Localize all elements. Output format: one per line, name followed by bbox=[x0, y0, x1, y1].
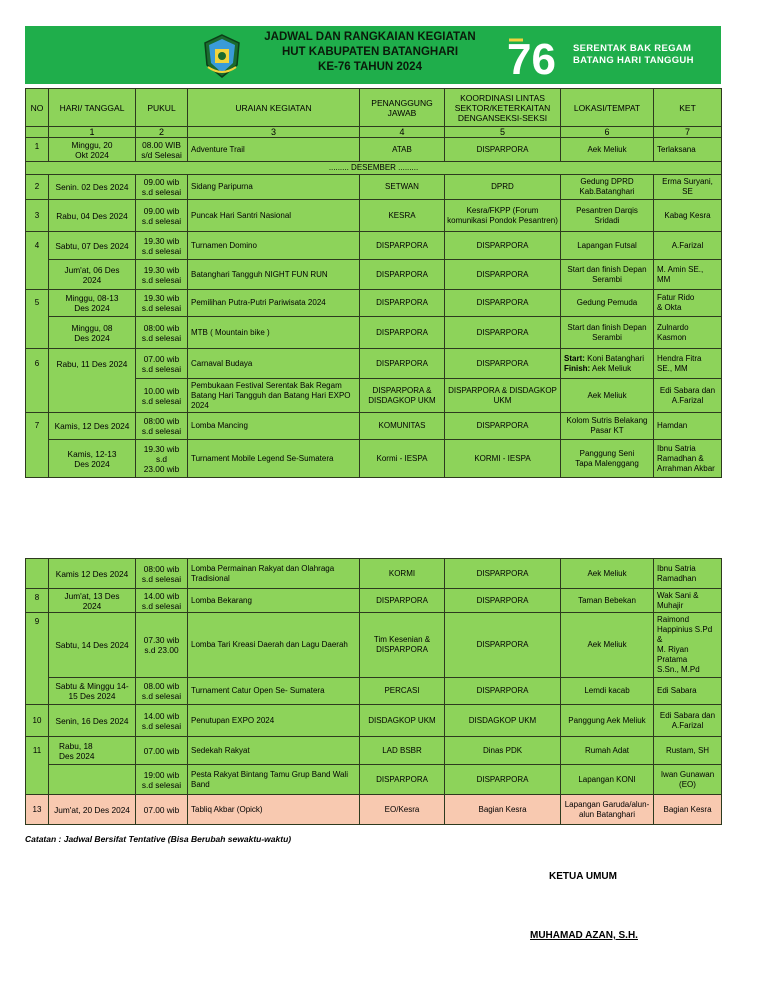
cell-pukul: 14.00 wib s.d selesai bbox=[136, 705, 188, 737]
cell-koordinasi: DISPARPORA bbox=[445, 589, 561, 613]
cell-no: 11 bbox=[26, 737, 49, 765]
anniversary-76-logo bbox=[505, 34, 565, 78]
table-row bbox=[26, 589, 722, 613]
cell-pukul: 07.00 wib bbox=[136, 737, 188, 765]
cell-ket: Erma Suryani, SE bbox=[654, 175, 722, 200]
cell-uraian: MTB ( Mountain bike ) bbox=[188, 317, 360, 349]
cell-hari: Rabu, 11 Des 2024 bbox=[49, 349, 136, 379]
cell-koordinasi: Bagian Kesra bbox=[445, 795, 561, 825]
column-number: 3 bbox=[188, 127, 360, 138]
tagline-line-1: SERENTAK BAK REGAM bbox=[573, 43, 692, 54]
cell-koordinasi: DISPARPORA bbox=[445, 317, 561, 349]
cell-ket: Hamdan bbox=[654, 413, 722, 440]
finish-location: Aek Meliuk bbox=[590, 363, 632, 373]
cell-koordinasi: DISPARPORA & DISDAGKOP UKM bbox=[445, 379, 561, 413]
cell-pukul: 10.00 wib s.d selesai bbox=[136, 379, 188, 413]
document-title bbox=[255, 30, 485, 75]
column-number: 4 bbox=[360, 127, 445, 138]
cell-uraian: Lomba Mancing bbox=[188, 413, 360, 440]
title-line-2: HUT KABUPATEN BATANGHARI bbox=[281, 46, 459, 58]
column-number: 2 bbox=[136, 127, 188, 138]
cell-pj: ATAB bbox=[360, 138, 445, 162]
cell-lokasi: Lapangan KONI bbox=[561, 765, 654, 795]
cell-pukul: 09.00 wib s.d selesai bbox=[136, 175, 188, 200]
table-row bbox=[26, 440, 722, 478]
cell-pj: DISPARPORA bbox=[360, 765, 445, 795]
cell-ket: Fatur Rido & Okta bbox=[654, 290, 722, 317]
cell-pj: KESRA bbox=[360, 200, 445, 232]
cell-no: 10 bbox=[26, 705, 49, 737]
cell-lokasi: Start dan finish Depan Serambi bbox=[561, 260, 654, 290]
cell-pukul: 08:00 wib s.d selesai bbox=[136, 559, 188, 589]
cell-lokasi: Pesantren Darqis Sridadi bbox=[561, 200, 654, 232]
schedule-table-part-1 bbox=[25, 88, 722, 478]
table-row bbox=[26, 290, 722, 317]
cell-no: 4 bbox=[26, 232, 49, 260]
cell-ket: Iwan Gunawan (EO) bbox=[654, 765, 722, 795]
cell-hari: Senin, 16 Des 2024 bbox=[49, 705, 136, 737]
cell-hari: Minggu, 08 Des 2024 bbox=[49, 317, 136, 349]
cell-hari: Rabu, 04 Des 2024 bbox=[49, 200, 136, 232]
column-number bbox=[26, 127, 49, 138]
table-row bbox=[26, 559, 722, 589]
cell-pj: SETWAN bbox=[360, 175, 445, 200]
column-number-row bbox=[26, 127, 722, 138]
cell-uraian: Lomba Tari Kreasi Daerah dan Lagu Daerah bbox=[188, 613, 360, 678]
cell-ket: Rustam, SH bbox=[654, 737, 722, 765]
cell-pukul: 08:00 wib s.d selesai bbox=[136, 413, 188, 440]
cell-pukul: 19.30 wib s.d selesai bbox=[136, 260, 188, 290]
finish-label: Finish: bbox=[564, 363, 591, 373]
cell-lokasi: Aek Meliuk bbox=[561, 613, 654, 678]
cell-uraian: Pembukaan Festival Serentak Bak Regam Batang Hari Tangguh dan Batang Hari EXPO 2024 bbox=[188, 379, 360, 413]
cell-uraian: Carnaval Budaya bbox=[188, 349, 360, 379]
cell-pukul: 08.00 wib s.d selesai bbox=[136, 678, 188, 705]
tagline bbox=[573, 43, 694, 67]
cell-hari: Minggu, 08-13 Des 2024 bbox=[49, 290, 136, 317]
cell-pukul: 19:00 wib s.d selesai bbox=[136, 765, 188, 795]
cell-hari: Kamis 12 Des 2024 bbox=[49, 559, 136, 589]
col-header-hari: HARI/ TANGGAL bbox=[49, 89, 136, 127]
cell-lokasi: Panggung Seni Tapa Malenggang bbox=[561, 440, 654, 478]
cell-lokasi: Aek Meliuk bbox=[561, 138, 654, 162]
cell-hari: Sabtu, 07 Des 2024 bbox=[49, 232, 136, 260]
col-header-koordinasi: KOORDINASI LINTAS SEKTOR/KETERKAITAN DENGANSEKSI-SEKSI bbox=[445, 89, 561, 127]
header-banner bbox=[25, 26, 721, 84]
cell-lokasi: Panggung Aek Meliuk bbox=[561, 705, 654, 737]
cell-no: 7 bbox=[26, 413, 49, 440]
cell-pukul: 07.00 wib bbox=[136, 795, 188, 825]
table-row bbox=[26, 138, 722, 162]
title-line-3: KE-76 TAHUN 2024 bbox=[318, 61, 422, 73]
cell-uraian: Puncak Hari Santri Nasional bbox=[188, 200, 360, 232]
cell-hari: Sabtu & Minggu 14- 15 Des 2024 bbox=[49, 678, 136, 705]
cell-lokasi: Gedung DPRD Kab.Batanghari bbox=[561, 175, 654, 200]
cell-hari: Kamis, 12 Des 2024 bbox=[49, 413, 136, 440]
table-row bbox=[26, 349, 722, 379]
cell-koordinasi: DISPARPORA bbox=[445, 138, 561, 162]
cell-no bbox=[26, 260, 49, 290]
cell-uraian: Turnament Catur Open Se- Sumatera bbox=[188, 678, 360, 705]
cell-ket: Raimond Happinius S.Pd & M. Riyan Pratama S.Sn., M.Pd bbox=[654, 613, 722, 678]
cell-ket: Ibnu Satria Ramadhan bbox=[654, 559, 722, 589]
table-row-highlighted bbox=[26, 795, 722, 825]
cell-koordinasi: DISDAGKOP UKM bbox=[445, 705, 561, 737]
table-row bbox=[26, 317, 722, 349]
col-header-lokasi: LOKASI/TEMPAT bbox=[561, 89, 654, 127]
cell-uraian: Turnament Mobile Legend Se-Sumatera bbox=[188, 440, 360, 478]
cell-lokasi: Aek Meliuk bbox=[561, 379, 654, 413]
cell-uraian: Adventure Trail bbox=[188, 138, 360, 162]
cell-ket: Edi Sabara dan A.Farizal bbox=[654, 379, 722, 413]
cell-lokasi: Aek Meliuk bbox=[561, 559, 654, 589]
cell-uraian: Sidang Paripurna bbox=[188, 175, 360, 200]
cell-pj: Tim Kesenian & DISPARPORA bbox=[360, 613, 445, 678]
cell-lokasi: Kolom Sutris Belakang Pasar KT bbox=[561, 413, 654, 440]
cell-pukul: 19.30 wib s.d 23.00 wib bbox=[136, 440, 188, 478]
table-row bbox=[26, 413, 722, 440]
cell-lokasi: Start dan finish Depan Serambi bbox=[561, 317, 654, 349]
cell-pukul: 19.30 wib s.d selesai bbox=[136, 232, 188, 260]
cell-pukul: 09.00 wib s.d selesai bbox=[136, 200, 188, 232]
cell-pj: KORMI bbox=[360, 559, 445, 589]
cell-koordinasi: DISPARPORA bbox=[445, 559, 561, 589]
cell-koordinasi: Dinas PDK bbox=[445, 737, 561, 765]
cell-hari: Sabtu, 14 Des 2024 bbox=[49, 613, 136, 678]
cell-lokasi: Gedung Pemuda bbox=[561, 290, 654, 317]
table-row bbox=[26, 737, 722, 765]
cell-pukul: 19.30 wib s.d selesai bbox=[136, 290, 188, 317]
cell-koordinasi: DISPARPORA bbox=[445, 413, 561, 440]
cell-hari bbox=[49, 379, 136, 413]
cell-ket: Terlaksana bbox=[654, 138, 722, 162]
cell-pukul: 08.00 WIB s/d Selesai bbox=[136, 138, 188, 162]
col-header-pukul: PUKUL bbox=[136, 89, 188, 127]
cell-koordinasi: Kesra/FKPP (Forum komunikasi Pondok Pesantren) bbox=[445, 200, 561, 232]
table-row bbox=[26, 678, 722, 705]
cell-uraian: Pemilihan Putra-Putri Pariwisata 2024 bbox=[188, 290, 360, 317]
regency-emblem-logo bbox=[202, 33, 242, 79]
cell-pukul: 07.00 wib s.d selesai bbox=[136, 349, 188, 379]
cell-hari: Minggu, 20 Okt 2024 bbox=[49, 138, 136, 162]
cell-pj: PERCASI bbox=[360, 678, 445, 705]
cell-koordinasi: DISPARPORA bbox=[445, 613, 561, 678]
start-label: Start: bbox=[564, 353, 585, 363]
column-number: 6 bbox=[561, 127, 654, 138]
footnote-catatan: Catatan : Jadwal Bersifat Tentative (Bisa Berubah sewaktu-waktu) bbox=[25, 834, 292, 844]
table-row bbox=[26, 232, 722, 260]
cell-ket: Ibnu Satria Ramadhan & Arrahman Akbar bbox=[654, 440, 722, 478]
cell-lokasi: Taman Bebekan bbox=[561, 589, 654, 613]
cell-pj: DISPARPORA bbox=[360, 589, 445, 613]
cell-uraian: Turnamen Domino bbox=[188, 232, 360, 260]
cell-pj: LAD BSBR bbox=[360, 737, 445, 765]
cell-koordinasi: DPRD bbox=[445, 175, 561, 200]
cell-pj: DISPARPORA & DISDAGKOP UKM bbox=[360, 379, 445, 413]
cell-no bbox=[26, 379, 49, 413]
table-row bbox=[26, 260, 722, 290]
table-row bbox=[26, 379, 722, 413]
cell-lokasi bbox=[561, 349, 654, 379]
schedule-table-part-2 bbox=[25, 558, 722, 825]
cell-koordinasi: KORMI - IESPA bbox=[445, 440, 561, 478]
cell-ket: Wak Sani & Muhajir bbox=[654, 589, 722, 613]
col-header-uraian: URAIAN KEGIATAN bbox=[188, 89, 360, 127]
cell-pj: DISPARPORA bbox=[360, 349, 445, 379]
cell-koordinasi: DISPARPORA bbox=[445, 349, 561, 379]
title-line-1: JADWAL DAN RANGKAIAN KEGIATAN bbox=[264, 31, 476, 43]
cell-koordinasi: DISPARPORA bbox=[445, 678, 561, 705]
cell-lokasi: Lapangan Futsal bbox=[561, 232, 654, 260]
cell-lokasi: Lapangan Garuda/alun-alun Batanghari bbox=[561, 795, 654, 825]
cell-uraian: Sedekah Rakyat bbox=[188, 737, 360, 765]
anniversary-number: 76 bbox=[507, 35, 556, 78]
cell-ket: Bagian Kesra bbox=[654, 795, 722, 825]
signature-name: MUHAMAD AZAN, S.H. bbox=[530, 930, 638, 941]
cell-no bbox=[26, 765, 49, 795]
cell-no: 3 bbox=[26, 200, 49, 232]
cell-pj: KOMUNITAS bbox=[360, 413, 445, 440]
table-header-row bbox=[26, 89, 722, 127]
cell-pj: EO/Kesra bbox=[360, 795, 445, 825]
cell-hari bbox=[49, 765, 136, 795]
cell-no bbox=[26, 440, 49, 478]
table-row bbox=[26, 765, 722, 795]
start-location: Koni Batanghari bbox=[584, 353, 645, 363]
cell-pukul: 07.30 wib s.d 23.00 bbox=[136, 613, 188, 678]
cell-no: 8 bbox=[26, 589, 49, 613]
cell-hari: Rabu, 18 Des 2024 bbox=[49, 737, 136, 765]
cell-hari: Senin. 02 Des 2024 bbox=[49, 175, 136, 200]
cell-hari: Jum'at, 13 Des 2024 bbox=[49, 589, 136, 613]
cell-no: 5 bbox=[26, 290, 49, 317]
table-row bbox=[26, 613, 722, 678]
cell-ket: Edi Sabara bbox=[654, 678, 722, 705]
cell-koordinasi: DISPARPORA bbox=[445, 290, 561, 317]
cell-lokasi: Lemdi kacab bbox=[561, 678, 654, 705]
cell-koordinasi: DISPARPORA bbox=[445, 260, 561, 290]
table-row bbox=[26, 175, 722, 200]
cell-uraian: Pesta Rakyat Bintang Tamu Grup Band Wali Band bbox=[188, 765, 360, 795]
cell-pukul: 14.00 wib s.d selesai bbox=[136, 589, 188, 613]
cell-no bbox=[26, 678, 49, 705]
cell-pj: DISPARPORA bbox=[360, 232, 445, 260]
cell-no: 1 bbox=[26, 138, 49, 162]
cell-no: 13 bbox=[26, 795, 49, 825]
cell-no: 2 bbox=[26, 175, 49, 200]
month-divider-row bbox=[26, 162, 722, 175]
column-number: 1 bbox=[49, 127, 136, 138]
cell-pj: DISPARPORA bbox=[360, 290, 445, 317]
cell-pj: Kormi - IESPA bbox=[360, 440, 445, 478]
cell-ket: Hendra Fitra SE., MM bbox=[654, 349, 722, 379]
col-header-no: NO bbox=[26, 89, 49, 127]
cell-pukul: 08:00 wib s.d selesai bbox=[136, 317, 188, 349]
cell-uraian: Batanghari Tangguh NIGHT FUN RUN bbox=[188, 260, 360, 290]
cell-no: 9 bbox=[26, 613, 49, 678]
cell-ket: Zulnardo Kasmon bbox=[654, 317, 722, 349]
cell-pj: DISDAGKOP UKM bbox=[360, 705, 445, 737]
cell-no bbox=[26, 559, 49, 589]
cell-lokasi: Rumah Adat bbox=[561, 737, 654, 765]
cell-pj: DISPARPORA bbox=[360, 260, 445, 290]
table-row bbox=[26, 705, 722, 737]
col-header-pj: PENANGGUNG JAWAB bbox=[360, 89, 445, 127]
cell-hari: Jum'at, 20 Des 2024 bbox=[49, 795, 136, 825]
column-number: 5 bbox=[445, 127, 561, 138]
col-header-ket: KET bbox=[654, 89, 722, 127]
cell-no: 6 bbox=[26, 349, 49, 379]
cell-ket: M. Amin SE., MM bbox=[654, 260, 722, 290]
cell-koordinasi: DISPARPORA bbox=[445, 232, 561, 260]
signature-title: KETUA UMUM bbox=[549, 871, 617, 882]
column-number: 7 bbox=[654, 127, 722, 138]
table-row bbox=[26, 200, 722, 232]
cell-pj: DISPARPORA bbox=[360, 317, 445, 349]
cell-hari: Jum'at, 06 Des 2024 bbox=[49, 260, 136, 290]
cell-uraian: Tabliq Akbar (Opick) bbox=[188, 795, 360, 825]
cell-uraian: Penutupan EXPO 2024 bbox=[188, 705, 360, 737]
cell-hari: Kamis, 12-13 Des 2024 bbox=[49, 440, 136, 478]
cell-koordinasi: DISPARPORA bbox=[445, 765, 561, 795]
tagline-line-2: BATANG HARI TANGGUH bbox=[573, 55, 694, 66]
cell-no bbox=[26, 317, 49, 349]
cell-uraian: Lomba Bekarang bbox=[188, 589, 360, 613]
cell-ket: A.Farizal bbox=[654, 232, 722, 260]
cell-ket: Edi Sabara dan A.Farizal bbox=[654, 705, 722, 737]
cell-uraian: Lomba Permainan Rakyat dan Olahraga Tradisional bbox=[188, 559, 360, 589]
month-divider: ......... DESEMBER ......... bbox=[26, 162, 722, 175]
cell-ket: Kabag Kesra bbox=[654, 200, 722, 232]
